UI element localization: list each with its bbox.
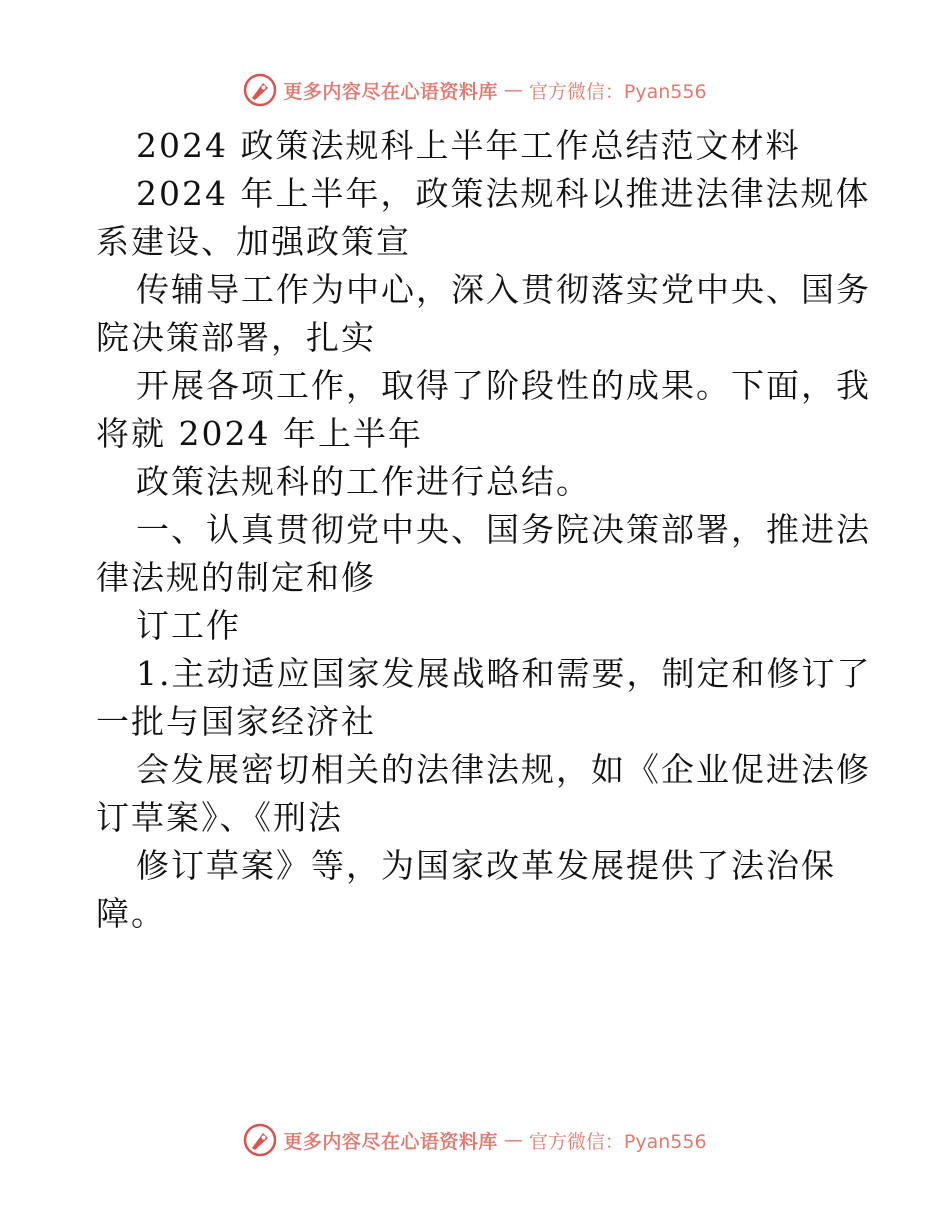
document-line: 订草案》、《刑法: [96, 798, 343, 837]
watermark-site-text: 更多内容尽在心语资料库: [283, 80, 498, 103]
document-line: 一批与国家经济社: [96, 702, 376, 741]
document-line: 2024 政策法规科上半年工作总结范文材料: [136, 126, 801, 165]
document-body: [96, 122, 872, 938]
document-line: 2024 年上半年，政策法规科以推进法律法规体: [136, 174, 871, 213]
document-line: 院决策部署，扎实: [96, 318, 376, 357]
header-watermark: [0, 70, 950, 110]
watermark-site-text: 更多内容尽在心语资料库: [283, 1130, 498, 1153]
document-line: 律法规的制定和修: [96, 558, 376, 597]
document-line: 1.主动适应国家发展战略和需要，制定和修订了: [136, 654, 872, 693]
document-line: 系建设、加强政策宣: [96, 222, 411, 261]
document-line: 障。: [96, 894, 166, 933]
document-line: 修订草案》等，为国家改革发展提供了法治保: [136, 846, 836, 885]
document-line: 订工作: [136, 606, 241, 645]
pen-nib-logo-icon: [243, 73, 277, 107]
document-line: 政策法规科的工作进行总结。: [136, 462, 591, 501]
document-line: 一、认真贯彻党中央、国务院决策部署，推进法: [136, 510, 871, 549]
footer-watermark: [0, 1120, 950, 1160]
watermark-dash: —: [503, 79, 523, 101]
document-line: 将就 2024 年上半年: [96, 414, 423, 453]
watermark-wechat-text: 官方微信：Pyan556: [528, 80, 707, 103]
watermark-wechat-text: 官方微信：Pyan556: [528, 1130, 707, 1153]
document-line: 会发展密切相关的法律法规，如《企业促进法修: [136, 750, 871, 789]
watermark-dash: —: [503, 1129, 523, 1151]
pen-nib-logo-icon: [243, 1123, 277, 1157]
document-line: 传辅导工作为中心，深入贯彻落实党中央、国务: [136, 270, 871, 309]
document-line: 开展各项工作，取得了阶段性的成果。下面，我: [136, 366, 871, 405]
